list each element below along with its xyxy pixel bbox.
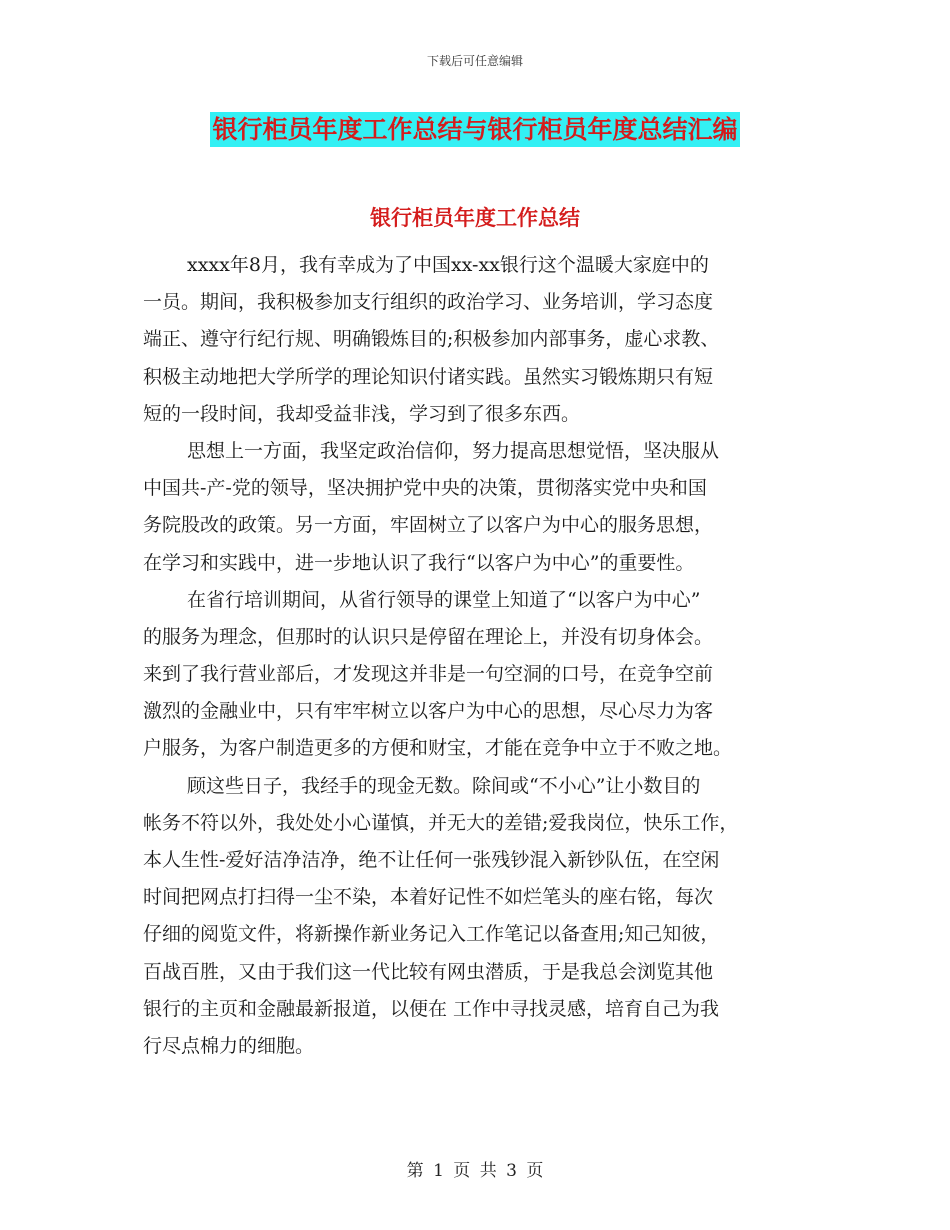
text-line: 思想上一方面，我坚定政治信仰，努力提高思想觉悟，坚决服从 [187, 439, 720, 462]
text-line: 端正、遵守行纪行规、明确锻炼目的;积极参加内部事务，虚心求教、 [143, 328, 720, 351]
section-title: 银行柜员年度工作总结 [370, 205, 580, 230]
text-line: 的服务为理念，但那时的认识只是停留在理论上，并没有切身体会。 [143, 625, 714, 648]
text-line: 行尽点棉力的细胞。 [143, 1034, 315, 1057]
text-line: 本人生性-爱好洁净洁净，绝不让任何一张残钞混入新钞队伍，在空闲 [143, 849, 720, 871]
text-line: 来到了我行营业部后，才发现这并非是一句空洞的口号，在竞争空前 [143, 663, 714, 686]
text-line: 激烈的金融业中，只有牢牢树立以客户为中心的思想，尽心尽力为客 [143, 700, 714, 723]
text-line: 中国共-产-党的领导，坚决拥护党中央的决策，贯彻落实党中央和国 [143, 477, 707, 500]
body-text [143, 247, 813, 1065]
text-line: 在学习和实践中，进一步地认识了我行“以客户为中心”的重要性。 [143, 551, 695, 574]
text-line: 银行的主页和金融最新报道，以便在 工作中寻找灵感，培育自己为我 [143, 997, 720, 1020]
text-line: 百战百胜，又由于我们这一代比较有网虫潜质，于是我总会浏览其他 [143, 960, 714, 983]
text-line: 顾这些日子，我经手的现金无数。除间或“不小心”让小数目的 [187, 774, 701, 797]
page-footer: 第 1 页 共 3 页 [406, 1161, 544, 1181]
header-note: 下载后可任意编辑 [426, 54, 523, 68]
document-title [0, 110, 950, 146]
document-title-text: 银行柜员年度工作总结与银行柜员年度总结汇编 [210, 112, 739, 147]
text-line: 仔细的阅览文件，将新操作新业务记入工作笔记以备查用;知己知彼， [143, 923, 720, 946]
text-line: 户服务，为客户制造更多的方便和财宝，才能在竞争中立于不败之地。 [143, 737, 733, 760]
text-line: 积极主动地把大学所学的理论知识付诸实践。虽然实习锻炼期只有短 [143, 365, 714, 388]
text-line: 帐务不符以外，我处处小心谨慎，并无大的差错;爱我岗位，快乐工作， [143, 811, 739, 834]
text-line: 务院股改的政策。另一方面，牢固树立了以客户为中心的服务思想， [143, 514, 714, 537]
text-line: xxxx年8月，我有幸成为了中国xx-xx银行这个温暖大家庭中的 [187, 254, 709, 276]
text-line: 在省行培训期间，从省行领导的课堂上知道了“以客户为中心” [187, 588, 701, 611]
text-line: 一员。期间，我积极参加支行组织的政治学习、业务培训，学习态度 [143, 291, 714, 314]
text-line: 时间把网点打扫得一尘不染，本着好记性不如烂笔头的座右铭，每次 [143, 886, 714, 909]
text-line: 短的一段时间，我却受益非浅，学习到了很多东西。 [143, 402, 581, 425]
